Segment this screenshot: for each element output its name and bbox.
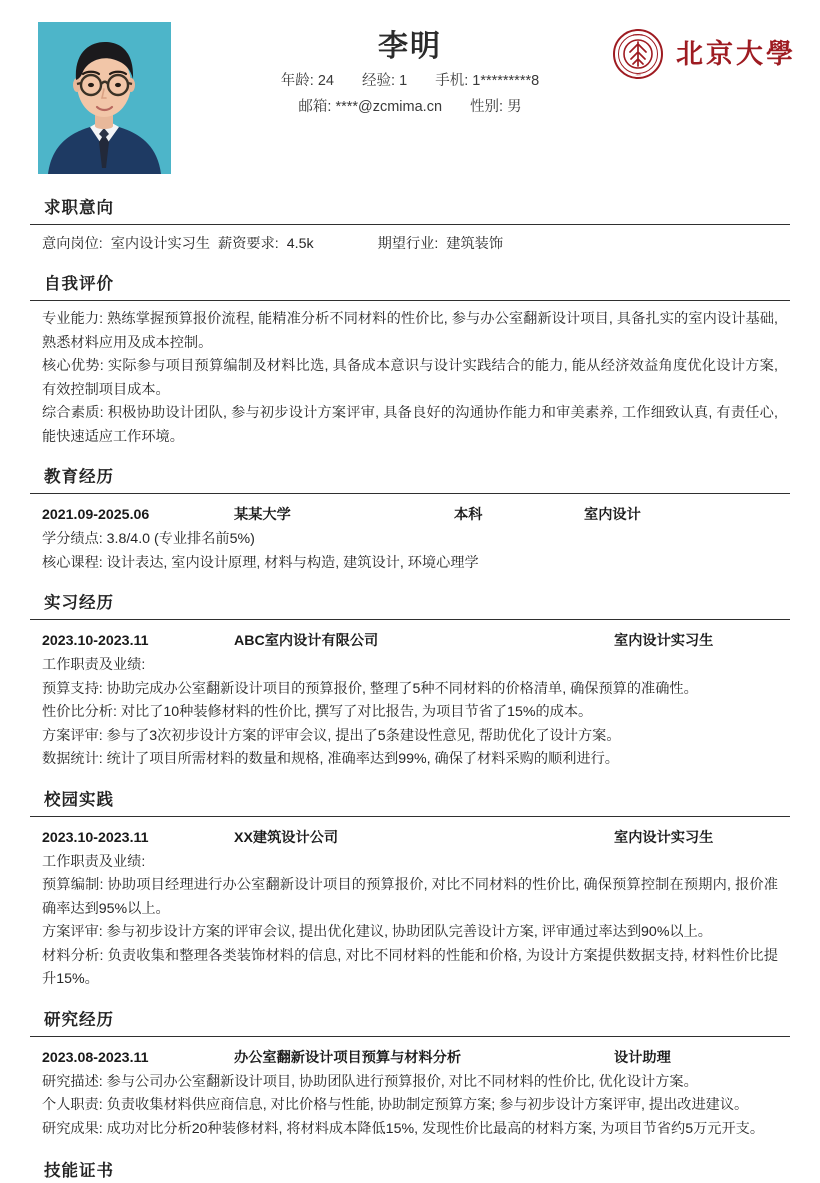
education-date: 2021.09-2025.06 [42, 507, 150, 523]
school-logo [612, 28, 796, 80]
education-courses: 核心课程: 设计表达, 室内设计原理, 材料与构造, 建筑设计, 环境心理学 [42, 554, 479, 571]
section-title-research: 研究经历 [44, 1010, 114, 1029]
bullet: 方案评审: 参与初步设计方案的评审会议, 提出优化建议, 协助团队完善设计方案, 评审通过率达到90%以上。 [42, 924, 712, 940]
internship-role: 室内设计实习生 [614, 633, 714, 649]
bullet: 方案评审: 参与了3次初步设计方案的评审会议, 提出了5条建设性意见, 帮助优化了设计方案。 [42, 727, 621, 744]
section-title-internship: 实习经历 [44, 594, 114, 612]
intent-salary-value: 4.5k [286, 236, 314, 252]
section-self-evaluation [0, 270, 820, 449]
campus-company: XX建筑设计公司 [234, 829, 339, 846]
intent-position-value: 室内设计实习生 [110, 236, 211, 252]
intent-salary-label: 薪资要求: [218, 236, 279, 252]
section-divider [30, 1036, 790, 1037]
section-research [0, 1006, 820, 1142]
section-title-skills-certificates: 技能证书 [44, 1162, 114, 1180]
section-internship [0, 589, 820, 772]
paragraph: 核心优势: 实际参与项目预算编制及材料比选, 具备成本意识与设计实践结合的能力, 能从经济效益角度优化设计方案, 有效控制项目成本。 [42, 358, 778, 398]
internship-entry-row [30, 627, 790, 654]
page-title: 李明 [378, 30, 442, 63]
research-date: 2023.08-2023.11 [42, 1049, 149, 1066]
research-role: 设计助理 [614, 1049, 671, 1066]
bullet: 个人职责: 负责收集材料供应商信息, 对比价格与性能, 协助制定预算方案; 参与初步设计方案评审, 提出改进建议。 [42, 1097, 749, 1113]
svg-text:1898: 1898 [635, 73, 641, 77]
campus-date: 2023.10-2023.11 [42, 829, 149, 846]
email-pair: 邮箱: ****@zcmima.cn [298, 99, 443, 115]
section-title-education: 教育经历 [44, 468, 114, 486]
internship-company: ABC室内设计有限公司 [234, 633, 379, 649]
university-seal-icon [612, 28, 664, 80]
section-divider [30, 619, 790, 620]
contact-line-2 [200, 94, 620, 120]
age-pair: 年龄: 24 [280, 73, 334, 89]
svg-text:PEKING: PEKING [633, 34, 643, 38]
education-major: 室内设计 [584, 507, 641, 523]
research-bullets [30, 1071, 790, 1142]
experience-pair: 经验: 1 [362, 73, 408, 89]
job-intent-line [30, 232, 790, 256]
contact-line-1 [200, 68, 620, 94]
section-title-job-intent: 求职意向 [44, 199, 114, 217]
bullet: 预算支持: 协助完成办公室翻新设计项目的预算报价, 整理了5种不同材料的价格清单, 确保预算的准确性。 [42, 680, 698, 697]
section-job-intent [0, 194, 820, 256]
education-details [30, 528, 790, 575]
intent-industry-value: 建筑装饰 [446, 236, 504, 252]
paragraph: 专业能力: 熟练掌握预算报价流程, 能精准分析不同材料的性价比, 参与办公室翻新设计项目, 具备扎实的室内设计基础, 熟悉材料应用及成本控制。 [42, 311, 778, 351]
section-divider [30, 493, 790, 494]
bullet: 研究成果: 成功对比分析20种装修材料, 将材料成本降低15%, 发现性价比最高的材料方案, 为项目节省约5万元开支。 [42, 1120, 765, 1137]
bullet: 研究描述: 参与公司办公室翻新设计项目, 协助团队进行预算报价, 对比不同材料的性价比, 优化设计方案。 [42, 1073, 698, 1090]
section-title-campus-practice: 校园实践 [44, 790, 114, 809]
section-divider [30, 224, 790, 225]
research-project: 办公室翻新设计项目预算与材料分析 [234, 1049, 462, 1066]
section-divider [30, 300, 790, 301]
bullet: 数据统计: 统计了项目所需材料的数量和规格, 准确率达到99%, 确保了材料采购的顺利进行。 [42, 751, 619, 767]
campus-duty-label: 工作职责及业绩: [42, 853, 146, 870]
self-evaluation-body [30, 308, 790, 449]
internship-date: 2023.10-2023.11 [42, 633, 149, 649]
education-gpa: 学分绩点: 3.8/4.0 (专业排名前5%) [42, 531, 255, 547]
bullet: 性价比分析: 对比了10种装修材料的性价比, 撰写了对比报告, 为项目节省了15%的成本。 [42, 704, 593, 720]
internship-duty-label: 工作职责及业绩: [42, 657, 146, 673]
avatar [38, 22, 171, 174]
campus-entry-row [30, 824, 790, 851]
identity-block [200, 26, 620, 120]
section-campus-practice [0, 786, 820, 992]
education-entry-row [30, 501, 790, 528]
bullet: 材料分析: 负责收集和整理各类装饰材料的信息, 对比不同材料的性能和价格, 为设计方案提供数据支持, 材料性价比提升15%。 [42, 947, 778, 987]
section-skills-certificates [0, 1157, 820, 1183]
gender-pair: 性别: 男 [470, 99, 522, 115]
education-degree: 本科 [454, 507, 483, 523]
section-title-self-evaluation: 自我评价 [44, 275, 114, 293]
research-entry-row [30, 1044, 790, 1071]
school-name: 北京大學 [676, 38, 796, 69]
campus-role: 室内设计实习生 [614, 829, 714, 846]
campus-bullets [30, 874, 790, 992]
section-education [0, 463, 820, 575]
education-school: 某某大学 [234, 507, 291, 523]
paragraph: 综合素质: 积极协助设计团队, 参与初步设计方案评审, 具备良好的沟通协作能力和审美素养, 工作细致认真, 有责任心, 能快速适应工作环境。 [42, 405, 778, 445]
intent-position-label: 意向岗位: [42, 236, 103, 252]
phone-pair: 手机: 1*********8 [435, 73, 540, 89]
resume-header [0, 0, 820, 180]
intent-industry-label: 期望行业: [377, 236, 439, 252]
section-divider [30, 816, 790, 817]
bullet: 预算编制: 协助项目经理进行办公室翻新设计项目的预算报价, 对比不同材料的性价比, 确保预算控制在预期内, 报价准确率达到95%以上。 [42, 877, 778, 917]
internship-bullets [30, 678, 790, 772]
